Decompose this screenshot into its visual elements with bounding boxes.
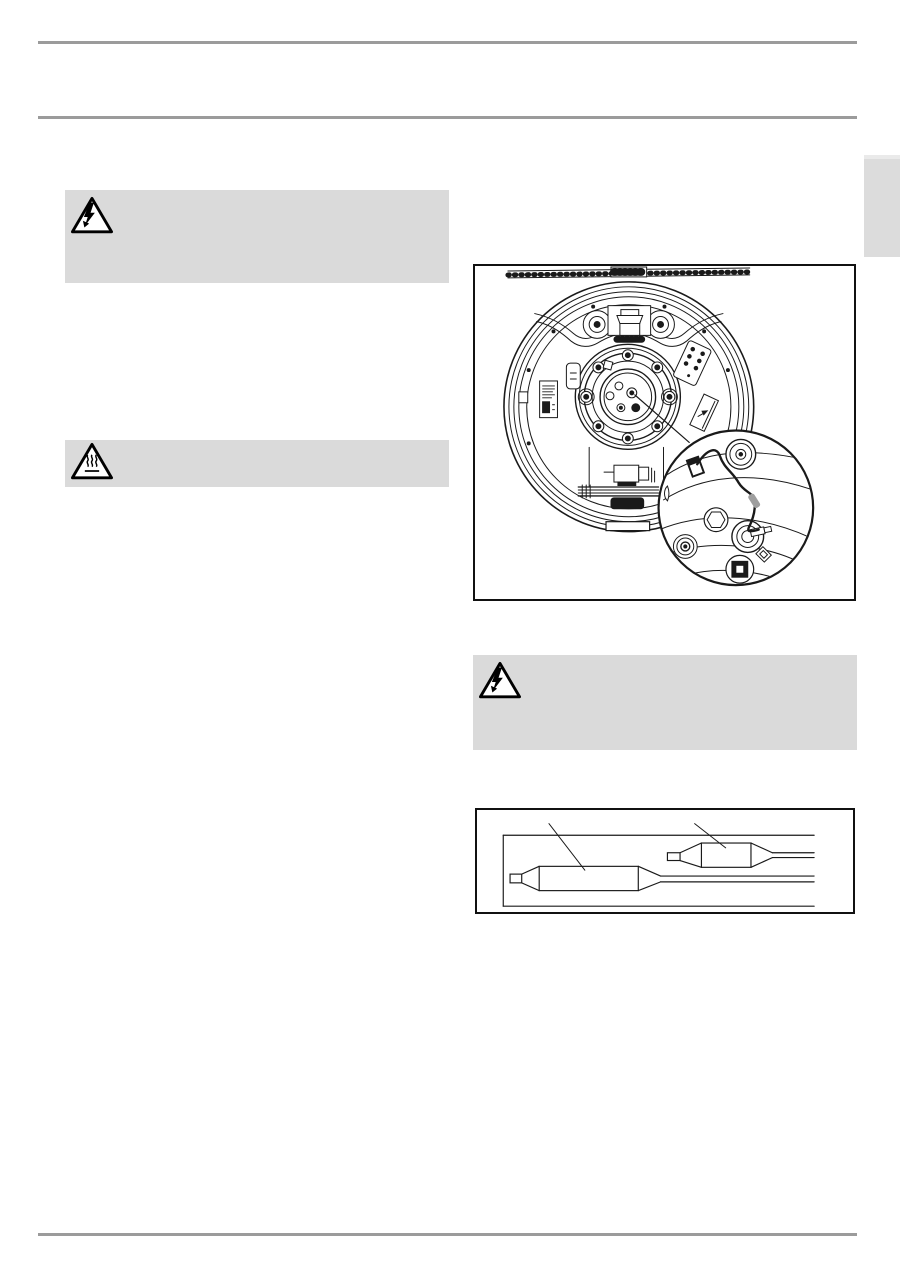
- sensor-probes-figure: [475, 808, 855, 914]
- chapter-thumb-tab: [864, 155, 900, 257]
- footer-rule: [38, 1233, 857, 1236]
- underside-line-art: [475, 266, 854, 599]
- header-rule-top: [38, 41, 857, 44]
- hot-surface-warning-icon: [71, 442, 113, 482]
- warning-text: [529, 663, 849, 742]
- warning-box-hot-surface: [65, 440, 449, 487]
- high-voltage-warning-icon: [71, 196, 113, 236]
- appliance-underside-figure: [473, 264, 856, 601]
- warning-text: [121, 198, 441, 275]
- header-rule-bottom: [38, 116, 857, 119]
- high-voltage-warning-icon: [479, 661, 521, 701]
- warning-box-electrical-2: [473, 655, 857, 750]
- warning-box-electrical-1: [65, 190, 449, 283]
- warning-text: [121, 448, 441, 479]
- sensor-probes-line-art: [477, 810, 853, 912]
